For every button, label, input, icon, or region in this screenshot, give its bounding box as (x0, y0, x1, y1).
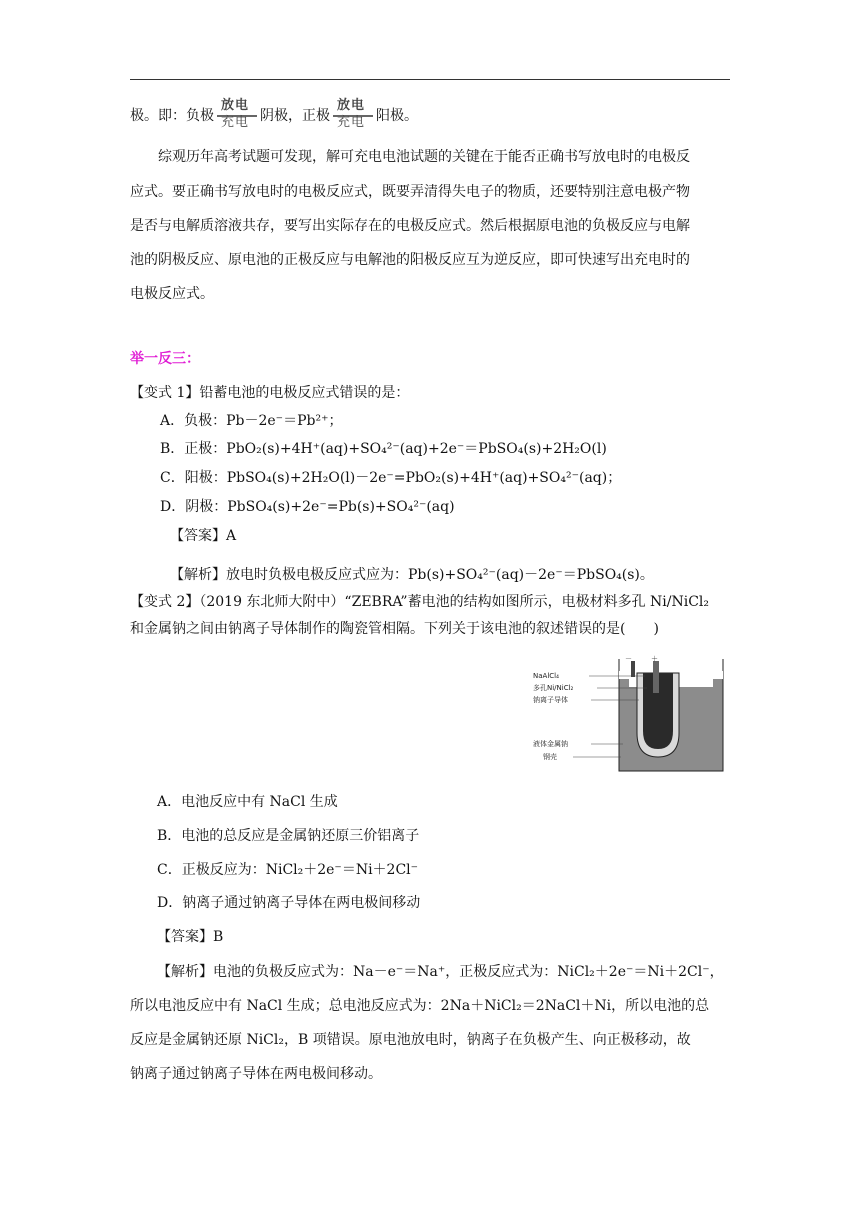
header-rule (130, 79, 730, 80)
plus-label: ＋ (651, 655, 658, 663)
analysis-line: 钠离子通过钠离子导体在两电极间移动。 (130, 1066, 382, 1082)
zebra-battery-diagram (533, 653, 733, 775)
intro-line (130, 98, 418, 130)
diagram-label: 多孔Ni/NiCl₂ (533, 684, 574, 692)
question-stem: 和金属钠之间由钠离子导体制作的陶瓷管相隔。下列关于该电池的叙述错误的是( ) (130, 621, 659, 637)
diagram-label: 钢壳 (543, 753, 557, 761)
option-d: D．阴极：PbSO₄(s)+2e⁻=Pb(s)+SO₄²⁻(aq) (160, 499, 455, 515)
intro-text-1: 极。即：负极 (130, 108, 214, 124)
paragraph-line: 池的阴极反应、原电池的正极反应与电解池的阳极反应互为逆反应，即可快速写出充电时的 (130, 252, 690, 268)
option-c: C．正极反应为：NiCl₂＋2e⁻＝Ni＋2Cl⁻ (157, 862, 419, 878)
analysis-line: 反应是金属钠还原 NiCl₂，B 项错误。原电池放电时，钠离子在负极产生、向正极移动，故 (130, 1032, 691, 1048)
paragraph-line: 应式。要正确书写放电时的电极反应式，既要弄清得失电子的物质，还要特别注意电极产物 (130, 184, 690, 200)
question-stem: 【变式 2】（2019 东北师大附中）“ZEBRA”蓄电池的结构如图所示，电极材料多孔 Ni/NiCl₂ (130, 594, 710, 610)
option-b: B．正极：PbO₂(s)+4H⁺(aq)+SO₄²⁻(aq)+2e⁻＝PbSO₄(s)+2H₂O(l) (160, 441, 607, 457)
option-a: A．电池反应中有 NaCl 生成 (157, 794, 338, 810)
intro-text-3: 阳极。 (376, 108, 418, 124)
option-d: D．钠离子通过钠离子导体在两电极间移动 (157, 895, 421, 911)
option-b: B．电池的总反应是金属钠还原三价铝离子 (157, 828, 420, 844)
question-stem: 【变式 1】铅蓄电池的电极反应式错误的是： (130, 385, 410, 401)
paragraph-line: 综观历年高考试题可发现，解可充电电池试题的关键在于能否正确书写放电时的电极反 (158, 149, 690, 165)
analysis: 【解析】放电时负极电极反应式应为：Pb(s)+SO₄²⁻(aq)－2e⁻＝PbSO₄(s)。 (170, 567, 654, 583)
answer: 【答案】B (157, 929, 224, 945)
analysis-line: 【解析】电池的负极反应式为：Na－e⁻＝Na⁺，正极反应式为：NiCl₂＋2e⁻＝Ni＋2Cl⁻， (157, 964, 724, 980)
answer: 【答案】A (170, 528, 237, 544)
option-a: A．负极：Pb－2e⁻＝Pb²⁺； (160, 413, 343, 429)
option-c: C．阳极：PbSO₄(s)+2H₂O(l)－2e⁻=PbO₂(s)+4H⁺(aq)+SO₄²⁻(aq)； (160, 470, 622, 486)
intro-text-2: 阴极，正极 (260, 108, 330, 124)
discharge-charge-arrow: 放电 充电 (215, 105, 259, 125)
paragraph-line: 电极反应式。 (130, 286, 214, 302)
diagram-label: NaAlCl₄ (533, 672, 559, 680)
diagram-label: 钠离子导体 (533, 696, 568, 704)
diagram-label: 液体金属钠 (533, 740, 568, 748)
discharge-charge-arrow: 放电 充电 (331, 105, 375, 125)
section-heading: 举一反三： (130, 351, 200, 367)
minus-label: － (625, 655, 632, 663)
paragraph-line: 是否与电解质溶液共存，要写出实际存在的电极反应式。然后根据原电池的负极反应与电解 (130, 218, 690, 234)
analysis-line: 所以电池反应中有 NaCl 生成；总电池反应式为：2Na＋NiCl₂＝2NaCl＋Ni，所以电池的总 (130, 998, 710, 1014)
